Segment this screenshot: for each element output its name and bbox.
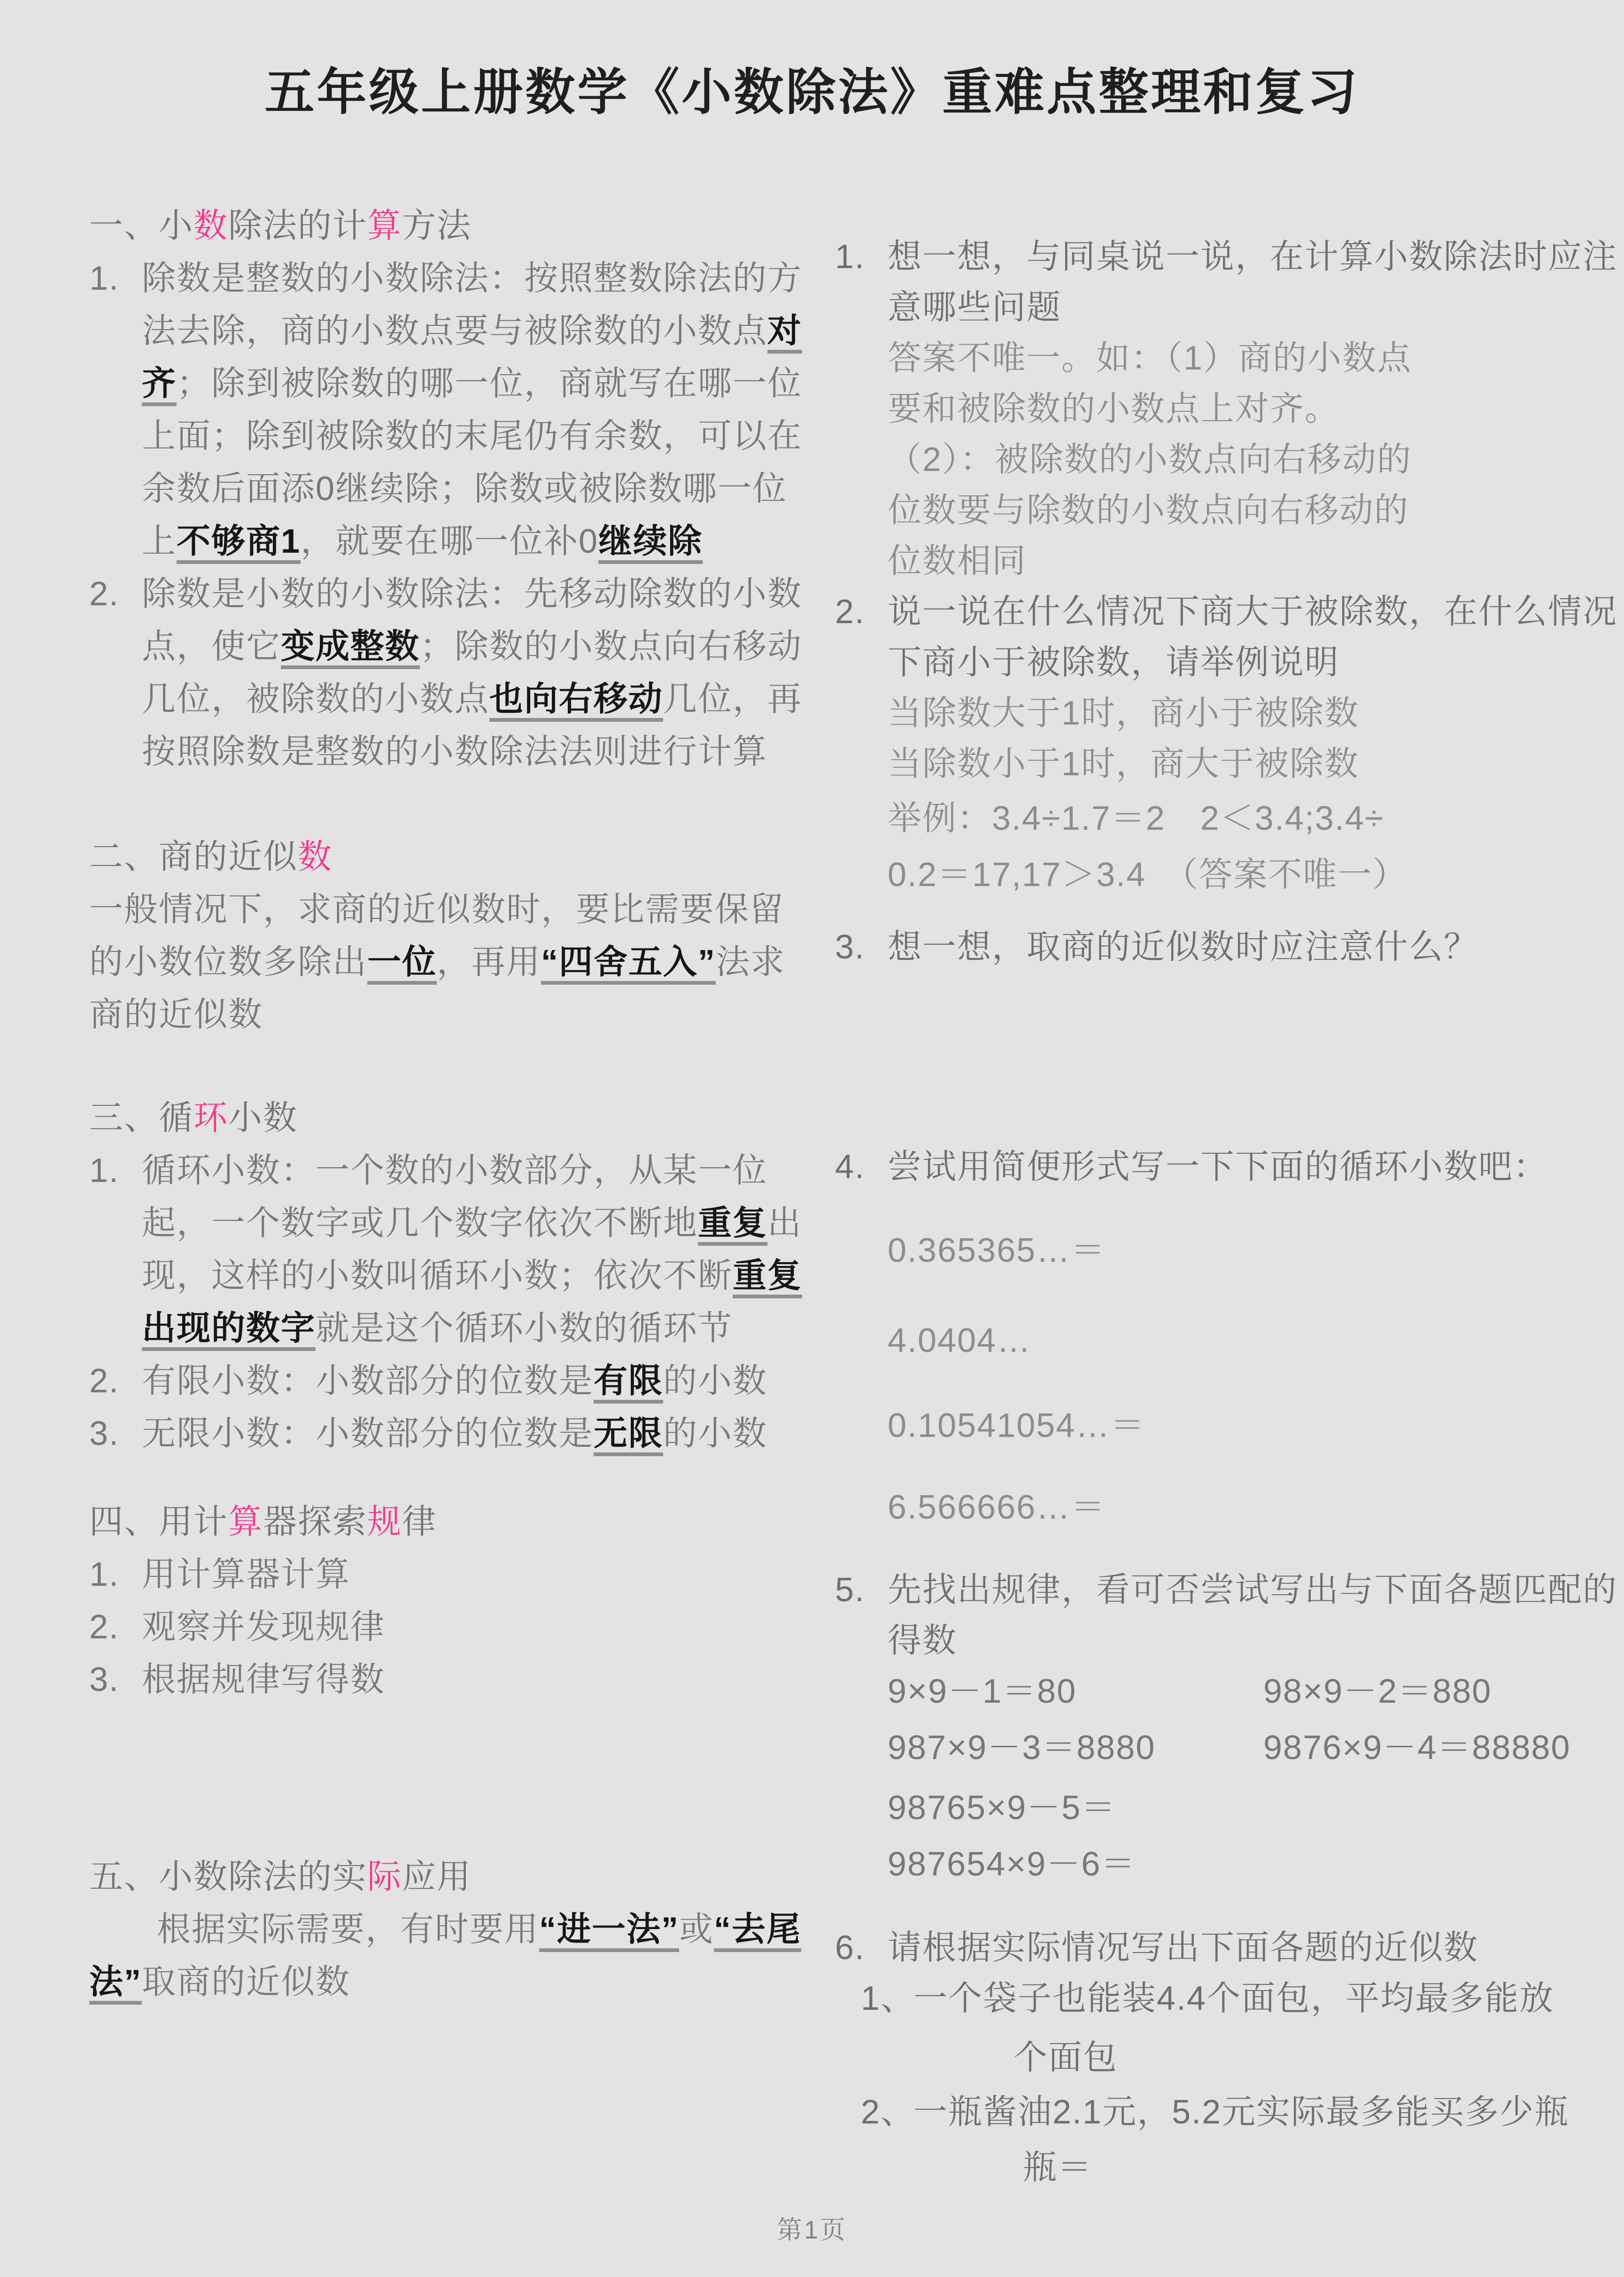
text-line (835, 922, 1624, 973)
text-segment: 一、小 (89, 207, 194, 245)
key-term: 重复出现的数字 (142, 1257, 803, 1347)
text-line (89, 568, 815, 778)
text-segment: 一瓶酱油2.1元，5.2元实际最多能买多少瓶 (913, 2093, 1570, 2131)
highlight-char: 算 (367, 207, 402, 245)
text-segment: 观察并发现规律 (142, 1608, 386, 1646)
text-segment: 除数是整数的小数除法：按照整数除法的方法去除，商的小数点要与被除数的小数点 (142, 260, 803, 350)
key-term: “去尾法” (89, 1911, 802, 2001)
text-line (89, 1355, 815, 1407)
equation: 987×9－3＝8880 (888, 1729, 1156, 1767)
equation: 9×9－1＝80 (888, 1673, 1077, 1710)
equation-row (835, 1839, 1624, 1890)
equation-row (835, 1783, 1624, 1833)
text-segment: 的小数 (663, 1415, 768, 1452)
equation: 9876×9－4＝88880 (1263, 1729, 1571, 1767)
answer-line (835, 688, 1624, 739)
text-segment: 个面包 (1013, 2039, 1118, 2076)
text-segment: 想一想，与同桌说一说，在计算小数除法时应注意哪些问题 (888, 238, 1618, 326)
text-segment: ，就要在哪一位补0 (301, 523, 599, 560)
text-segment: 法求商的近似数 (89, 943, 786, 1034)
item-number: 1、 (861, 1980, 916, 2017)
text-segment: 小数 (228, 1099, 298, 1137)
equation-row (835, 1666, 1624, 1717)
right-column (835, 200, 1624, 2193)
item-number: 1. (89, 1152, 120, 1189)
text-segment: 瓶＝ (1023, 2149, 1093, 2186)
page-number: 第1页 (776, 2216, 848, 2244)
section-heading (89, 200, 815, 252)
item-number: 1. (89, 260, 120, 297)
text-segment: 想一想，取商的近似数时应注意什么？ (888, 928, 1479, 966)
text-segment: ；除数的小数点向右移动几位，被除数的小数点 (142, 628, 803, 718)
answer-line (835, 849, 1624, 900)
text-segment: 举例：3.4÷1.7＝2 2＜3.4;3.4÷ (888, 800, 1384, 837)
key-term: “进一法” (539, 1911, 680, 1948)
key-term: 无限 (594, 1415, 664, 1452)
item-number: 4. (835, 1148, 866, 1186)
section-heading (89, 1851, 815, 1903)
key-term: 有限 (594, 1362, 664, 1400)
key-term: “四舍五入” (541, 943, 716, 981)
text-line (89, 1548, 815, 1601)
text-line (89, 1903, 815, 2008)
item-number: 2. (835, 593, 866, 631)
text-segment: 根据实际需要，有时要用 (157, 1911, 540, 1948)
text-line (835, 1142, 1624, 1192)
text-segment: 一个袋子也能装4.4个面包，平均最多能放 (913, 1980, 1554, 2017)
text-segment: 0.365365…＝ (888, 1232, 1106, 1269)
key-term: 重复 (698, 1204, 768, 1242)
item-number: 2. (89, 1608, 120, 1646)
item-number: 1. (89, 1556, 120, 1593)
highlight-char: 数 (193, 207, 229, 245)
item-number: 6. (835, 1929, 866, 1967)
item-number: 3. (835, 928, 866, 966)
text-segment: 几位，再按照除数是整数的小数除法法则进行计算 (142, 680, 803, 771)
highlight-char: 规 (367, 1503, 402, 1541)
text-line (89, 1144, 815, 1355)
text-segment: 就是这个循环小数的循环节 (316, 1310, 733, 1347)
highlight-char: 算 (228, 1503, 263, 1541)
text-segment: 当除数大于1时，商小于被除数 (888, 695, 1360, 732)
text-segment: 说一说在什么情况下商大于被除数，在什么情况下商小于被除数，请举例说明 (888, 593, 1618, 681)
text-segment: 四、用计 (89, 1503, 229, 1541)
text-segment: 有限小数：小数部分的位数是 (142, 1362, 594, 1400)
text-line (835, 1565, 1624, 1666)
text-segment: 答案不唯一。如：（1）商的小数点要和被除数的小数点上对齐。（2）：被除数的小数点向右移动的位数要与除数的小数点向右移动的位数相同 (888, 340, 1412, 580)
highlight-char: 际 (367, 1858, 402, 1896)
text-line (835, 587, 1624, 688)
answer-line (835, 793, 1624, 844)
item-number: 3. (89, 1415, 120, 1452)
text-segment: 先找出规律，看可否尝试写出与下面各题匹配的得数 (888, 1571, 1618, 1660)
text-segment: 五、小数除法的实 (89, 1858, 368, 1896)
answer-line (835, 1400, 1624, 1451)
text-line (89, 1601, 815, 1653)
text-segment: ，再用 (437, 943, 541, 981)
text-segment: 的小数 (663, 1362, 768, 1400)
text-segment: 无限小数：小数部分的位数是 (142, 1415, 594, 1452)
highlight-char: 环 (193, 1099, 229, 1137)
text-segment: 根据规律写得数 (142, 1661, 386, 1698)
answer-line (835, 1482, 1624, 1533)
text-segment: 除数是小数的小数除法：先移动除数的小数点，使它 (142, 575, 803, 665)
text-segment: 当除数小于1时，商大于被除数 (888, 745, 1360, 783)
text-line (835, 232, 1624, 333)
item-number: 2. (89, 575, 120, 613)
text-segment: 0.10541054…＝ (888, 1407, 1145, 1444)
text-segment: 尝试用简便形式写一下下面的循环小数吧： (888, 1148, 1548, 1186)
text-segment: 一般情况下，求商的近似数时，要比需要保留的小数位数多除出 (89, 891, 785, 981)
item-number: 3. (89, 1661, 120, 1698)
text-segment: 请根据实际情况写出下面各题的近似数 (888, 1929, 1479, 1967)
text-line (835, 1922, 1624, 1973)
text-segment: 出现，这样的小数叫循环小数；依次不断 (142, 1204, 803, 1295)
page-title: 五年级上册数学《小数除法》重难点整理和复习 (264, 65, 1360, 120)
item-number: 5. (835, 1571, 866, 1609)
text-segment: 律 (402, 1503, 437, 1541)
text-segment: 应用 (402, 1858, 472, 1896)
equation: 98×9－2＝880 (1263, 1673, 1492, 1710)
text-line (89, 1407, 815, 1460)
equation: 987654×9－6＝ (888, 1845, 1136, 1883)
section-heading (89, 831, 815, 883)
answer-line (835, 739, 1624, 789)
key-term: 也向右移动 (489, 680, 664, 718)
text-segment: 除法的计 (228, 207, 368, 245)
answer-line (835, 1225, 1624, 1276)
text-segment: 0.2＝17,17＞3.4 （答案不唯一） (888, 856, 1407, 894)
text-segment: 或 (679, 1911, 714, 1948)
highlight-char: 数 (298, 838, 333, 876)
text-segment: 二、商的近似 (89, 838, 298, 876)
equation: 98765×9－5＝ (888, 1789, 1116, 1827)
text-line (835, 2142, 1624, 2193)
text-line (89, 1653, 815, 1706)
section-heading (89, 1092, 815, 1144)
text-line (835, 2032, 1624, 2083)
item-number: 1. (835, 238, 866, 276)
key-term: 变成整数 (281, 628, 420, 665)
text-line (835, 2087, 1624, 2138)
key-term: 一位 (367, 943, 437, 981)
section-heading (89, 1496, 815, 1548)
key-term: 对齐 (142, 312, 803, 402)
answer-line (835, 1315, 1624, 1366)
equation-row (835, 1722, 1624, 1773)
key-term: 不够商1 (177, 523, 301, 560)
text-segment: 循环小数：一个数的小数部分，从某一位起，一个数字或几个数字依次不断地 (142, 1152, 768, 1242)
text-line (89, 883, 815, 1041)
text-segment: 6.566666…＝ (888, 1489, 1106, 1526)
text-segment: ；除到被除数的哪一位，商就写在哪一位上面；除到被除数的末尾仍有余数，可以在余数后面添0继续除；除数或被除数哪一位上 (142, 365, 803, 560)
text-segment: 4.0404… (888, 1322, 1032, 1359)
text-segment: 取商的近似数 (142, 1963, 351, 2001)
text-segment: 三、循 (89, 1099, 194, 1137)
text-segment: 用计算器计算 (142, 1556, 351, 1593)
text-line (89, 252, 815, 568)
item-number: 2. (89, 1362, 120, 1400)
text-segment: 器探索 (263, 1503, 368, 1541)
left-column (89, 200, 815, 2008)
answer-line (835, 333, 1624, 587)
text-segment: 方法 (402, 207, 472, 245)
item-number: 2、 (861, 2093, 916, 2131)
text-line (835, 1973, 1624, 2024)
key-term: 继续除 (598, 523, 703, 560)
